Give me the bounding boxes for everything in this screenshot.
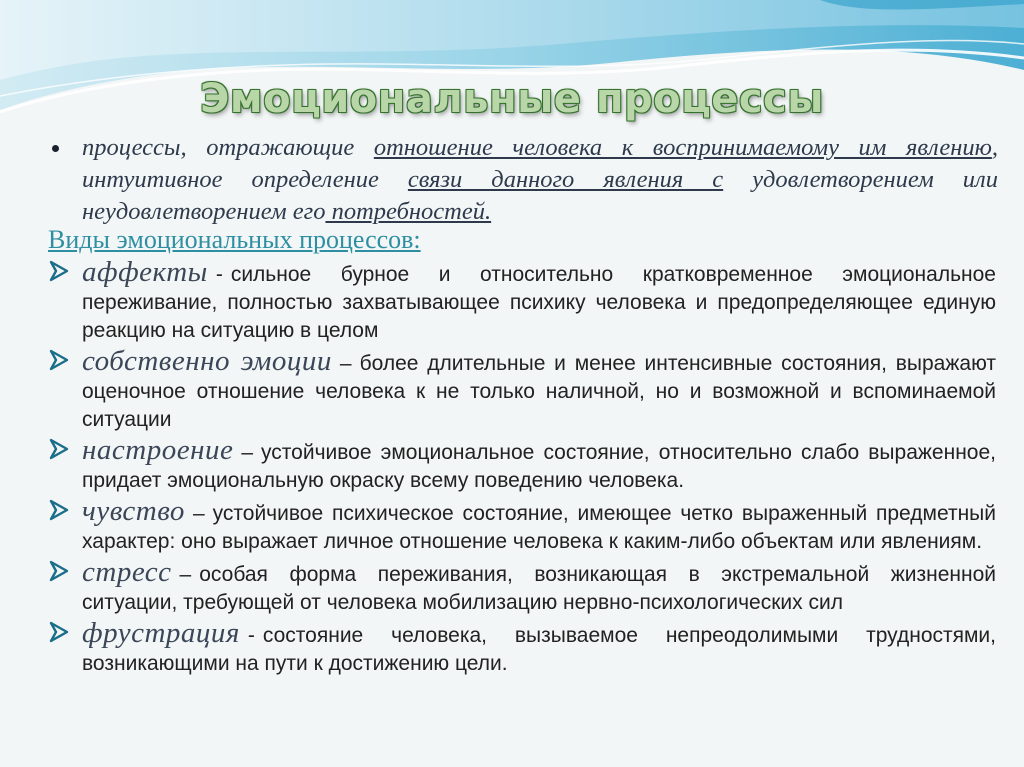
- arrow-bullet-icon: [48, 499, 70, 521]
- process-list: [48, 258, 996, 678]
- arrow-bullet-icon: [48, 560, 70, 582]
- intro-underlined-part: связи данного явления с: [407, 166, 724, 193]
- list-item: [48, 558, 996, 617]
- item-term: чувство: [82, 495, 185, 527]
- item-description: устойчивое эмоциональное состояние, относительно слабо выраженное, придает эмоциональную окраску всему поведению человека.: [82, 441, 996, 492]
- item-term: настроение: [82, 434, 234, 466]
- item-term: фрустрация: [82, 617, 240, 649]
- item-term: стресс: [82, 556, 172, 588]
- item-dash: –: [339, 352, 352, 375]
- item-dash: -: [215, 263, 223, 286]
- item-dash: –: [192, 502, 205, 525]
- arrow-bullet-icon: [48, 621, 70, 643]
- list-item: [48, 347, 996, 434]
- arrow-bullet-icon: [48, 349, 70, 371]
- subheading: Виды эмоциональных процессов:: [48, 225, 421, 254]
- intro-paragraph: [52, 132, 998, 228]
- arrow-bullet-icon: [48, 438, 70, 460]
- intro-text: [82, 132, 998, 228]
- item-description: сильное бурное и относительно кратковременное эмоциональное переживание, полностью захватывающее психику человека и предопределяющее единую реакцию на ситуацию в целом: [82, 263, 996, 342]
- item-description: состояние человека, вызываемое непреодолимыми трудностями, возникающими на пути к достижению цели.: [82, 624, 996, 675]
- item-description: более длительные и менее интенсивные состояния, выражают оценочное отношение человека к не только наличной, но и возможной и вспоминаемой ситуации: [82, 352, 996, 431]
- arrow-bullet-icon: [48, 260, 70, 282]
- item-text: [82, 497, 996, 556]
- intro-text-part: удовлетворением или неудовлетворением его: [82, 166, 998, 225]
- item-text: [82, 619, 996, 678]
- intro-text-part: процессы, отражающие: [82, 134, 374, 161]
- item-term: собственно эмоции: [82, 345, 332, 377]
- list-item: [48, 436, 996, 495]
- item-dash: –: [241, 441, 254, 464]
- item-term: аффекты: [82, 256, 208, 288]
- intro-underlined-part: отношение человека к воспринимаемому им явлению: [373, 134, 992, 161]
- item-text: [82, 436, 996, 495]
- item-description: особая форма переживания, возникающая в экстремальной жизненной ситуации, требующей от человека мобилизацию нервно-психологических сил: [82, 563, 996, 614]
- intro-text-part: , интуитивное определение: [82, 134, 998, 193]
- intro-underlined-part: потребностей.: [325, 198, 492, 225]
- item-description: устойчивое психическое состояние, имеющее четко выраженный предметный характер: оно выражает личное отношение человека к каким-либо объектам или явлениям.: [82, 502, 996, 553]
- item-dash: -: [247, 624, 255, 647]
- item-dash: –: [179, 563, 192, 586]
- item-text: [82, 258, 996, 345]
- list-item: [48, 497, 996, 556]
- list-item: [48, 619, 996, 678]
- item-text: [82, 558, 996, 617]
- slide-title: Эмоциональные процессы: [200, 76, 824, 122]
- item-text: [82, 347, 996, 434]
- list-item: [48, 258, 996, 345]
- dot-bullet-icon: [52, 145, 59, 152]
